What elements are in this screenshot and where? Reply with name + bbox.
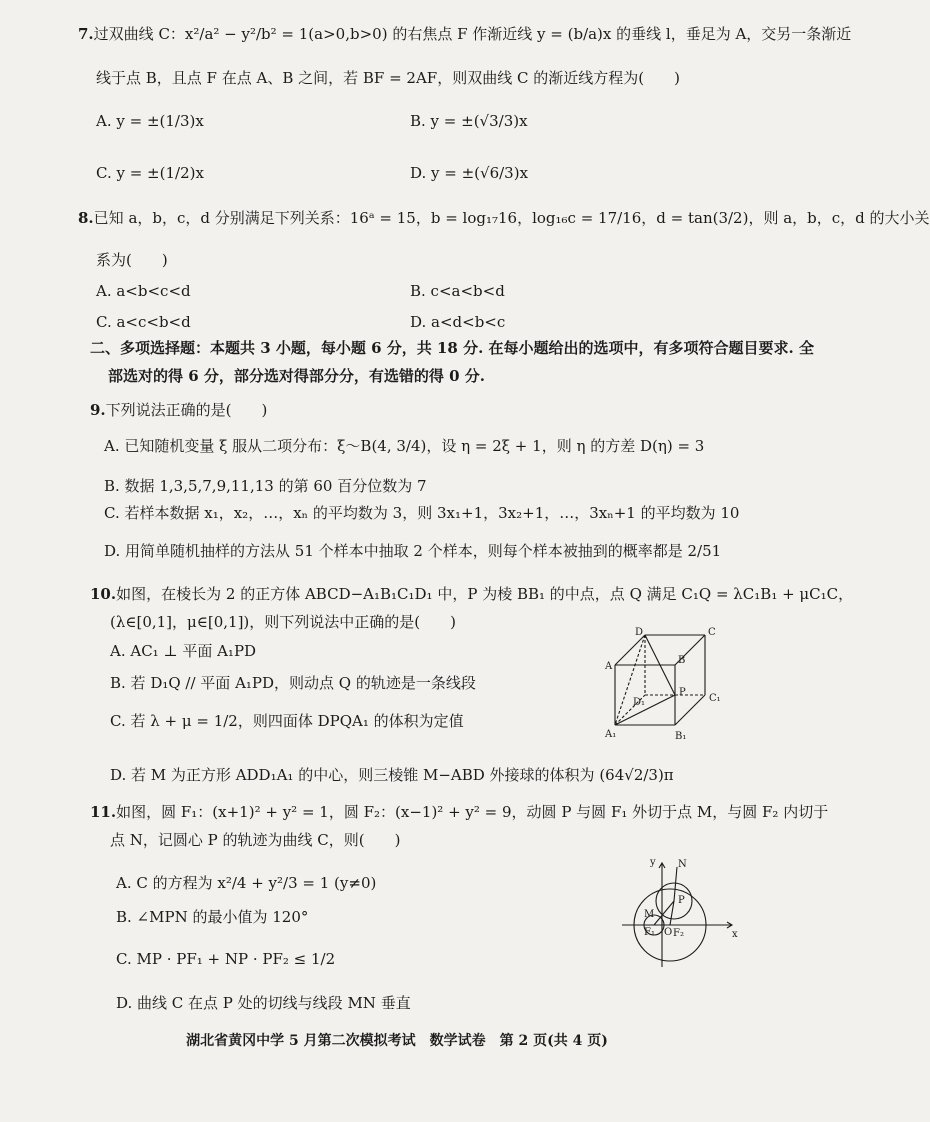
label-a1: A₁ xyxy=(605,729,617,740)
label-f2: F₂ xyxy=(673,928,684,939)
q11-stem-1: 如图，圆 F₁：(x+1)² + y² = 1，圆 F₂：(x−1)² + y² = 9，动圆 P 与圆 F₁ 外切于点 M，与圆 F₂ 内切于 xyxy=(116,803,829,821)
page-footer: 湖北省黄冈中学 5 月第二次模拟考试 数学试卷 第 2 页(共 4 页) xyxy=(186,1033,608,1049)
q11-option-a: A. C 的方程为 x²/4 + y²/3 = 1 (y≠0) xyxy=(116,874,377,892)
segment-pn xyxy=(674,867,677,901)
q11-option-c: C. MP · PF₁ + NP · PF₂ ≤ 1/2 xyxy=(116,950,336,968)
q8-line2: 系为( ) xyxy=(96,251,168,269)
label-d: D xyxy=(635,627,644,638)
section2-heading-2: 部选对的得 6 分，部分选对得部分分，有选错的得 0 分. xyxy=(108,367,485,385)
q10-option-a: A. AC₁ ⊥ 平面 A₁PD xyxy=(110,642,257,660)
q9-option-c: C. 若样本数据 x₁，x₂，…，xₙ 的平均数为 3，则 3x₁+1，3x₂+1，…，3xₙ+1 的平均数为 10 xyxy=(104,504,740,522)
label-f1: F₁ xyxy=(644,927,655,938)
cube-figure xyxy=(605,625,735,745)
q9-stem xyxy=(90,398,267,422)
q8-stem-1: 已知 a，b，c，d 分别满足下列关系：16ᵃ = 15，b = log₁₇16，log₁₆c = 17/16，d = tan(3/2)，则 a，b，c，d 的大小关 xyxy=(93,209,930,227)
q9-stem-text: 下列说法正确的是( ) xyxy=(105,401,268,419)
q11-option-d: D. 曲线 C 在点 P 处的切线与线段 MN 垂直 xyxy=(116,994,411,1012)
q11-number: 11. xyxy=(90,803,117,821)
q7-option-c: C. y = ±(1/2)x xyxy=(96,164,204,182)
q10-number: 10. xyxy=(90,585,117,603)
label-c: C xyxy=(708,627,716,638)
q10-option-d: D. 若 M 为正方形 ADD₁A₁ 的中心，则三棱锥 M−ABD 外接球的体积为 (64√2/3)π xyxy=(110,766,674,784)
q10-option-c: C. 若 λ + μ = 1/2，则四面体 DPQA₁ 的体积为定值 xyxy=(110,712,464,730)
q9-option-b: B. 数据 1,3,5,7,9,11,13 的第 60 百分位数为 7 xyxy=(104,477,427,495)
q11-option-b: B. ∠MPN 的最小值为 120° xyxy=(116,908,309,926)
q8-option-a: A. a<b<c<d xyxy=(96,282,191,300)
label-y: y xyxy=(650,857,656,868)
q11-line2: 点 N，记圆心 P 的轨迹为曲线 C，则( ) xyxy=(110,831,401,849)
q7-stem-1: 过双曲线 C：x²/a² − y²/b² = 1(a>0,b>0) 的右焦点 F 作渐近线 y = (b/a)x 的垂线 l，垂足为 A，交另一条渐近 xyxy=(93,25,852,43)
q10-line2: (λ∈[0,1]，μ∈[0,1])，则下列说法中正确的是( ) xyxy=(110,613,456,631)
segment-da1 xyxy=(615,635,645,725)
q10-stem-1: 如图，在棱长为 2 的正方体 ABCD−A₁B₁C₁D₁ 中，P 为棱 BB₁ 的中点，点 Q 满足 C₁Q = λC₁B₁ + μC₁C， xyxy=(116,585,854,603)
edge-b1c1 xyxy=(675,695,705,725)
q7-line1 xyxy=(78,22,851,46)
label-o: O xyxy=(664,927,673,938)
label-p-center: P xyxy=(678,895,685,906)
label-x: x xyxy=(732,929,738,940)
label-n: N xyxy=(678,859,687,870)
q9-option-a: A. 已知随机变量 ξ 服从二项分布：ξ～B(4, 3/4)，设 η = 2ξ + 1，则 η 的方差 D(η) = 3 xyxy=(104,437,705,455)
label-a: A xyxy=(605,661,613,672)
q10-line1 xyxy=(90,582,853,606)
q11-line1 xyxy=(90,800,828,824)
label-c1: C₁ xyxy=(709,693,721,704)
q8-option-d: D. a<d<b<c xyxy=(410,313,506,331)
q7-option-d: D. y = ±(√6/3)x xyxy=(410,164,529,182)
q10-option-b: B. 若 D₁Q // 平面 A₁PD，则动点 Q 的轨迹是一条线段 xyxy=(110,674,476,692)
q9-number: 9. xyxy=(90,401,106,419)
label-b: B xyxy=(678,655,686,666)
q7-number: 7. xyxy=(78,25,94,43)
q7-option-a: A. y = ±(1/3)x xyxy=(96,112,204,130)
q8-line1 xyxy=(78,206,930,230)
q8-option-b: B. c<a<b<d xyxy=(410,282,505,300)
label-p: P xyxy=(679,687,686,698)
q8-number: 8. xyxy=(78,209,94,227)
section2-heading-1: 二、多项选择题：本题共 3 小题，每小题 6 分，共 18 分. 在每小题给出的选项中，有多项符合题目要求. 全 xyxy=(90,339,814,357)
label-m: M xyxy=(644,909,655,920)
q7-option-b: B. y = ±(√3/3)x xyxy=(410,112,528,130)
q7-line2: 线于点 B，且点 F 在点 A、B 之间，若 BF = 2AF，则双曲线 C 的渐近线方程为( ) xyxy=(96,69,680,87)
circles-figure xyxy=(620,855,740,970)
q9-option-d: D. 用简单随机抽样的方法从 51 个样本中抽取 2 个样本，则每个样本被抽到的概率都是 2/51 xyxy=(104,542,722,560)
q8-option-c: C. a<c<b<d xyxy=(96,313,191,331)
label-d1: D₁ xyxy=(633,697,646,708)
label-b1: B₁ xyxy=(675,731,687,742)
